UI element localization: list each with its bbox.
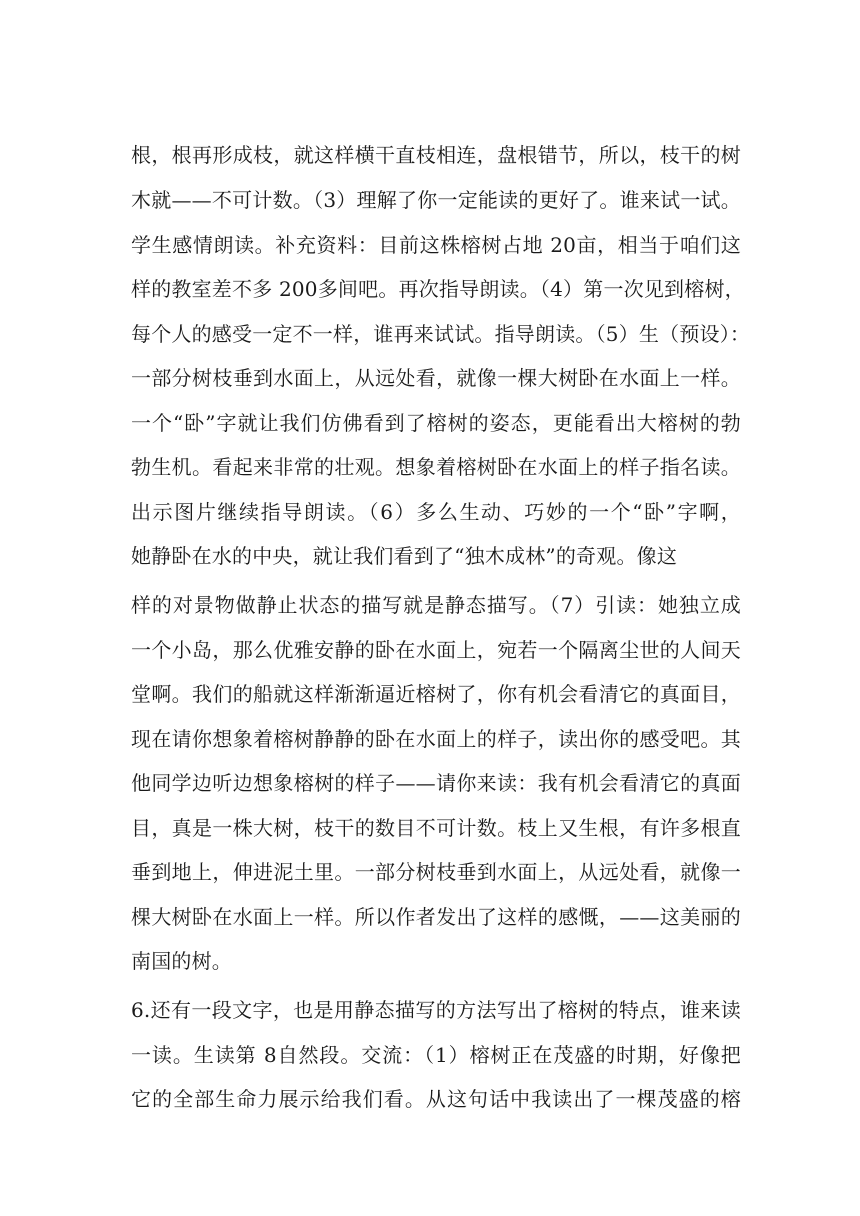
text-line: 南国的树。 <box>131 949 232 973</box>
text-line: 每个人的感受一定不一样，谁再来试试。指导朗读。（5）生（预设）： <box>131 322 751 346</box>
text-line: 样的教室差不多 200多间吧。再次指导朗读。（4）第一次见到榕树， <box>131 277 745 301</box>
text-line: 垂到地上，伸进泥土里。一部分树枝垂到水面上，从远处看，就像一 <box>131 860 741 884</box>
text-line: 根，根再形成枝，就这样横干直枝相连，盘根错节，所以，枝干的树 <box>131 143 741 167</box>
text-line: 出示图片继续指导朗读。（6）多么生动、巧妙的一个“卧”字啊， <box>131 500 741 524</box>
text-line: 她静卧在水的中央，就让我们看到了“独木成林”的奇观。像这 <box>131 544 678 568</box>
text-line: 学生感情朗读。补充资料：目前这株榕树占地 20亩，相当于咱们这 <box>131 233 741 257</box>
text-line: 一部分树枝垂到水面上，从远处看，就像一棵大树卧在水面上一样。 <box>131 366 741 390</box>
text-line: 6.还有一段文字，也是用静态描写的方法写出了榕树的特点，谁来读 <box>131 998 741 1022</box>
text-line: 一个“卧”字就让我们仿佛看到了榕树的姿态，更能看出大榕树的勃 <box>131 411 741 435</box>
text-line: 他同学边听边想象榕树的样子——请你来读：我有机会看清它的真面 <box>131 771 741 795</box>
text-line: 堂啊。我们的船就这样渐渐逼近榕树了，你有机会看清它的真面目， <box>131 682 741 706</box>
text-line: 现在请你想象着榕树静静的卧在水面上的样子，读出你的感受吧。其 <box>131 727 741 751</box>
text-line: 一个小岛，那么优雅安静的卧在水面上，宛若一个隔离尘世的人间天 <box>131 638 741 662</box>
text-line: 目，真是一株大树，枝干的数目不可计数。枝上又生根，有许多根直 <box>131 816 741 840</box>
text-line: 一读。生读第 8自然段。交流：（1）榕树正在茂盛的时期，好像把 <box>131 1043 741 1067</box>
text-line: 棵大树卧在水面上一样。所以作者发出了这样的感慨，——这美丽的 <box>131 905 741 929</box>
text-line: 样的对景物做静止状态的描写就是静态描写。（7）引读：她独立成 <box>131 593 741 617</box>
text-line: 木就——不可计数。（3）理解了你一定能读的更好了。谁来试一试。 <box>131 188 741 212</box>
text-line: 它的全部生命力展示给我们看。从这句话中我读出了一棵茂盛的榕 <box>131 1087 741 1111</box>
text-line: 勃生机。看起来非常的壮观。想象着榕树卧在水面上的样子指名读。 <box>131 455 741 479</box>
